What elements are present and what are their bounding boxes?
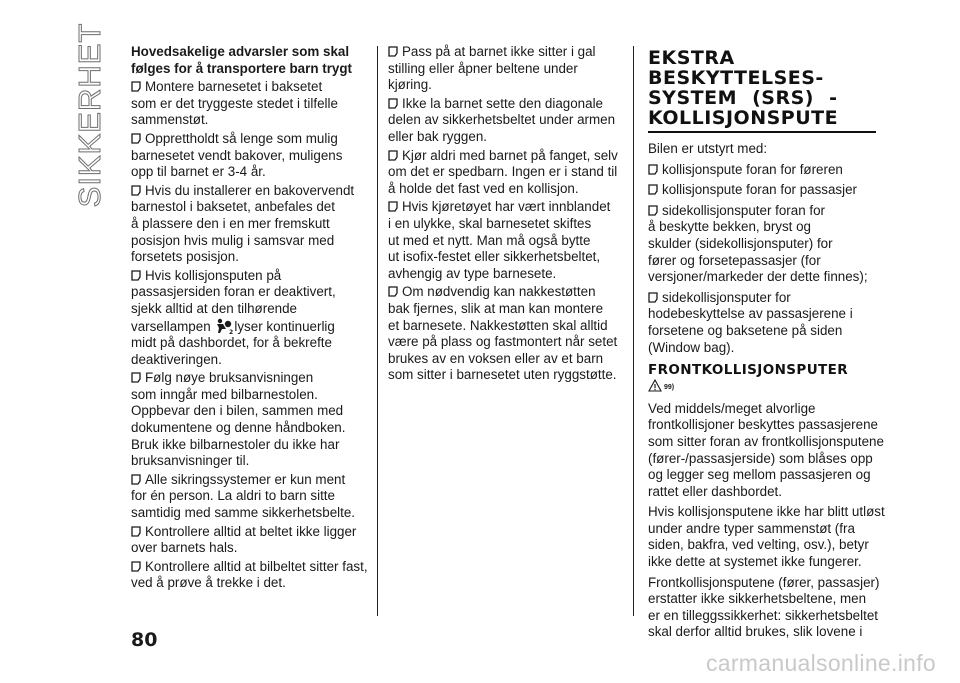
text-line: skulder (sidekollisjonsputer) for [648,235,833,251]
bullet-icon [388,150,398,161]
text-line: Ved middels/meget alvorlige [648,400,816,416]
text-line: forsetene og baksetene på siden [648,322,843,338]
text-line: forsetets posisjon. [131,249,239,265]
text-line: over barnets hals. [131,540,238,556]
title-line: SYSTEM (SRS) - [648,87,838,109]
front-airbags-subtitle: FRONTKOLLISJONSPUTER [648,362,849,379]
text-line: deaktiveringen. [131,351,222,367]
watermark: carmanualsonline.info [705,650,936,676]
text-line: sjekk alltid at den tilhørende [131,300,297,316]
warning-reference [648,381,888,397]
text-line: et barnesete. Nakkestøtten skal alltid [388,317,608,333]
text-line: opp til barnet er 3-4 år. [131,164,266,180]
column-2 [388,44,620,386]
text-line: fører og forsetepassasjer (for [648,252,821,268]
intro-text: Bilen er utstyrt med: [648,141,768,156]
bullet-icon [648,164,658,175]
text-line: Kontrollere alltid at beltet ikke ligger [145,523,357,539]
text-line: passasjersiden foran er deaktivert, [131,284,336,300]
text-line: Alle sikringssystemer er kun ment [145,471,346,487]
airbag-warning-item [131,268,369,369]
bullet-icon [388,46,398,57]
heading-line: Hovedsakelige advarsler som skal [131,44,350,59]
bullet-icon [388,286,398,297]
text-line: Frontkollisjonsputene (fører, passasjer) [648,574,880,590]
column-1 [131,44,369,594]
text-line: varsellampen [131,318,211,334]
text-line: skal derfor alltid brukes, slik lovene i [648,624,863,640]
warning-item [131,524,369,557]
title-line: KOLLISJONSPUTE [648,107,839,129]
text-line: og legger seg mellom passasjeren og [648,467,871,483]
warning-item [388,199,620,282]
text-line: lyser kontinuerlig [234,318,335,334]
bullet-icon [131,185,141,196]
srs-section-title [648,48,888,128]
text-line: Kjør aldri med barnet på fanget, selv [402,147,618,163]
text-line: være på plass og fastmontert når setet [388,334,618,350]
warnings-list-b [131,370,369,592]
warning-item [131,472,369,522]
warning-item [388,148,620,198]
column-separator-2 [633,46,634,616]
text-line: Hvis kollisjonsputen på [145,267,282,283]
airbag-list [648,162,888,357]
text-line: ut isofix-festet eller sikkerhetsbeltet, [388,249,601,265]
text-line: hodebeskyttelse av passasjerene i [648,306,853,322]
bullet-icon [388,201,398,212]
text-line: eller bak ryggen. [388,128,487,144]
bullet-icon [648,292,658,303]
warning-reference-number: 99) [664,384,675,392]
text-line: Kontrollere alltid at bilbeltet sitter fast, [145,558,368,574]
bullet-icon [648,184,658,195]
text-line: som sitter foran av frontkollisjonsputene [648,433,884,449]
text-line: Om nødvendig kan nakkestøtten [402,284,596,300]
text-line: i en ulykke, skal barnesetet skiftes [388,215,592,231]
warning-item [648,162,888,179]
text-line: er en tilleggssikkerhet: sikkerhetsbeltet [648,607,878,623]
text-line: frontkollisjoner beskyttes passasjerene [648,417,878,433]
text-line: siden, bakfra, ved velting, osv.), betyr [648,537,869,553]
warning-item [648,290,888,356]
svg-text:2: 2 [229,328,234,334]
paragraph [648,504,888,570]
text-line: ved å prøve å trekke i det. [131,575,286,591]
bullet-icon [131,561,141,572]
warning-item [648,182,888,199]
warning-item [648,203,888,286]
text-line: om det er spedbarn. Ingen er i stand til [388,164,618,180]
title-underline [648,131,876,133]
text-line: posisjon hvis mulig i samsvar med [131,232,335,248]
text-line: å beskytte bekken, bryst og [648,219,812,235]
text-line: for én person. La aldri to barn sitte [131,488,335,504]
bullet-icon [131,372,141,383]
text-line: ikke dette at systemet ikke fungerer. [648,554,862,570]
text-line: avhengig av type barnesete. [388,265,557,281]
warning-item [131,79,369,129]
section-side-label-text: SIKKERHET [72,22,107,208]
column-3 [648,48,888,645]
text-line: som inngår med bilbarnestolen. [131,386,318,402]
warning-item [131,131,369,181]
text-line: (Window bag). [648,339,735,355]
bullet-icon [131,526,141,537]
text-line: sidekollisjonsputer for [662,289,791,305]
warnings-list-a [131,79,369,266]
text-line: samtidig med samme sikkerhetsbelte. [131,505,356,521]
bullet-icon [131,133,141,144]
text-line: under andre typer sammenstøt (fra [648,520,855,536]
warning-item [388,44,620,94]
text-line: barnestol i baksetet, anbefales det [131,199,335,215]
airbag-off-warning-light-icon [214,318,234,334]
page-number: 80 [131,629,158,651]
title-line: EKSTRA [648,47,735,69]
text-line: Hvis du installerer en bakovervendt [145,182,355,198]
text-line: bak fjernes, slik at man kan montere [388,300,604,316]
text-line: som sitter i barnesetet uten ryggstøtte. [388,367,617,383]
bullet-icon [131,474,141,485]
text-line: kollisjonspute foran for føreren [662,161,843,177]
front-airbag-paragraphs [648,401,888,641]
text-line: sammenstøt. [131,112,209,128]
text-line: stilling eller åpner beltene under kjøring. [388,60,578,93]
text-line: ut med et nytt. Man må også bytte [388,232,591,248]
text-line: Hvis kjøretøyet har vært innblandet [402,199,611,215]
text-line: Hvis kollisjonsputene ikke har blitt utløst [648,504,885,520]
warnings-list-c [388,44,620,384]
title-line: BESKYTTELSES- [648,67,824,89]
warning-item [388,284,620,384]
text-line: Opprettholdt så lenge som mulig [145,130,338,146]
text-line: Oppbevar den i bilen, sammen med [131,403,344,419]
text-line: brukes av en voksen eller av et barn [388,350,604,366]
section-side-label [70,22,110,208]
paragraph [648,401,888,501]
bullet-icon [648,205,658,216]
text-line: bruksanvisninger til. [131,453,250,469]
bullet-icon [388,98,398,109]
text-line: Følg nøye bruksanvisningen [145,370,314,386]
text-line: kollisjonspute foran for passasjer [662,182,858,198]
warning-item [131,370,369,470]
text-line: versjoner/markeder der dette finnes); [648,269,868,285]
text-line: erstatter ikke sikkerhetsbeltene, men [648,591,867,607]
text-line: Ikke la barnet sette den diagonale [402,95,604,111]
text-line: Pass på at barnet ikke sitter i gal [402,44,596,59]
warnings-heading [131,44,369,77]
text-line: Bruk ikke bilbarnestoler du ikke har [131,436,340,452]
paragraph [648,575,888,641]
heading-line: følges for å transportere barn trygt [131,60,352,76]
text-line: å holde det fast ved en kollisjon. [388,180,579,196]
text-line: rattet eller dashbordet. [648,483,782,499]
text-line: å plassere den i en mer fremskutt [131,215,330,231]
text-line: som er det tryggeste stedet i tilfelle [131,95,338,111]
warning-item [131,183,369,266]
bullet-icon [131,81,141,92]
text-line: dokumentene og denne håndboken. [131,420,346,436]
column-separator-1 [377,46,378,616]
bullet-icon [131,270,141,281]
warning-item [131,559,369,592]
text-line: (fører-/passasjerside) som blåses opp [648,450,873,466]
text-line: midt på dashbordet, for å bekrefte [131,335,332,351]
text-line: delen av sikkerhetsbeltet under armen [388,112,616,128]
warning-item [388,96,620,146]
text-line: barnesetet vendt bakover, muligens [131,147,343,163]
warning-triangle-icon [648,379,662,397]
text-line: Montere barnesetet i baksetet [145,79,323,95]
text-line: sidekollisjonsputer foran for [662,202,826,218]
